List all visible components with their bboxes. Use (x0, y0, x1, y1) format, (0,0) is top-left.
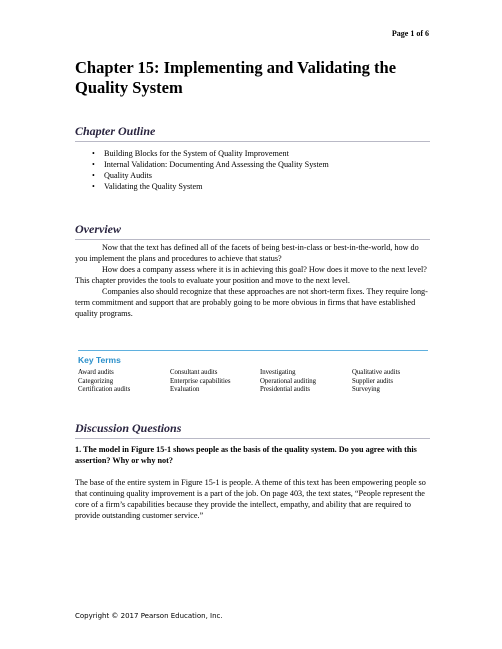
copyright-footer: Copyright © 2017 Pearson Education, Inc. (75, 612, 223, 620)
discussion-questions-heading: Discussion Questions (75, 421, 430, 439)
overview-paragraph: How does a company assess where it is in achieving this goal? How does it move to the next level? This chapter provides the tools to evaluate your position and move to the next level. (75, 265, 427, 285)
key-term: Evaluation (170, 386, 200, 393)
key-term: Supplier audits (352, 377, 393, 385)
page-number: Page 1 of 6 (391, 29, 429, 38)
key-term: Qualitative audits (352, 369, 401, 376)
list-item: • Quality Audits (92, 170, 329, 181)
list-item: • Internal Validation: Documenting And Assessing the Quality System (92, 159, 329, 170)
key-term: Surveying (352, 386, 380, 393)
key-term: Enterprise capabilities (170, 377, 231, 385)
key-terms-column (352, 369, 428, 395)
list-item: • Validating the Quality System (92, 181, 329, 192)
key-term: Award audits (78, 369, 114, 376)
list-item: • Building Blocks for the System of Quality Improvement (92, 148, 329, 159)
key-terms-box (78, 350, 428, 395)
key-term: Consultant audits (170, 369, 218, 376)
discussion-answer: The base of the entire system in Figure 15-1 is people. A theme of this text has been empowering people so that continuing quality improvement is a part of the job. On page 403, the text states, “People represent the core of a firm’s capabilities because they provide the intellect, empathy, and ability that are required to provide outstanding customer service.” (75, 478, 426, 520)
key-terms-column (170, 369, 260, 395)
discussion-question: 1. The model in Figure 15-1 shows people as the basis of the quality system. Do you agree with this assertion? Why or why not? (75, 445, 417, 465)
overview-paragraph: Companies also should recognize that these approaches are not short-term fixes. They require long-term commitment and support that are probably going to be more obvious in firms that have established quality programs. (75, 287, 428, 318)
overview-heading: Overview (75, 222, 430, 240)
key-term: Certification audits (78, 386, 131, 393)
key-terms-column (78, 369, 170, 395)
key-term: Presidential audits (260, 386, 311, 393)
chapter-title: Chapter 15: Implementing and Validating the Quality System (75, 58, 397, 97)
overview-paragraph: Now that the text has defined all of the facets of being best-in-class or best-in-the-world, how do you implement the plans and procedures to achieve that status? (75, 243, 419, 263)
chapter-outline-list (92, 148, 329, 192)
key-terms-title: Key Terms (78, 355, 121, 365)
key-term: Categorizing (78, 377, 114, 385)
chapter-outline-heading: Chapter Outline (75, 124, 430, 142)
key-term: Operational auditing (260, 377, 317, 385)
key-term: Investigating (260, 369, 296, 376)
key-terms-column (260, 369, 352, 395)
key-terms-grid (78, 369, 428, 395)
overview-text (75, 242, 430, 319)
